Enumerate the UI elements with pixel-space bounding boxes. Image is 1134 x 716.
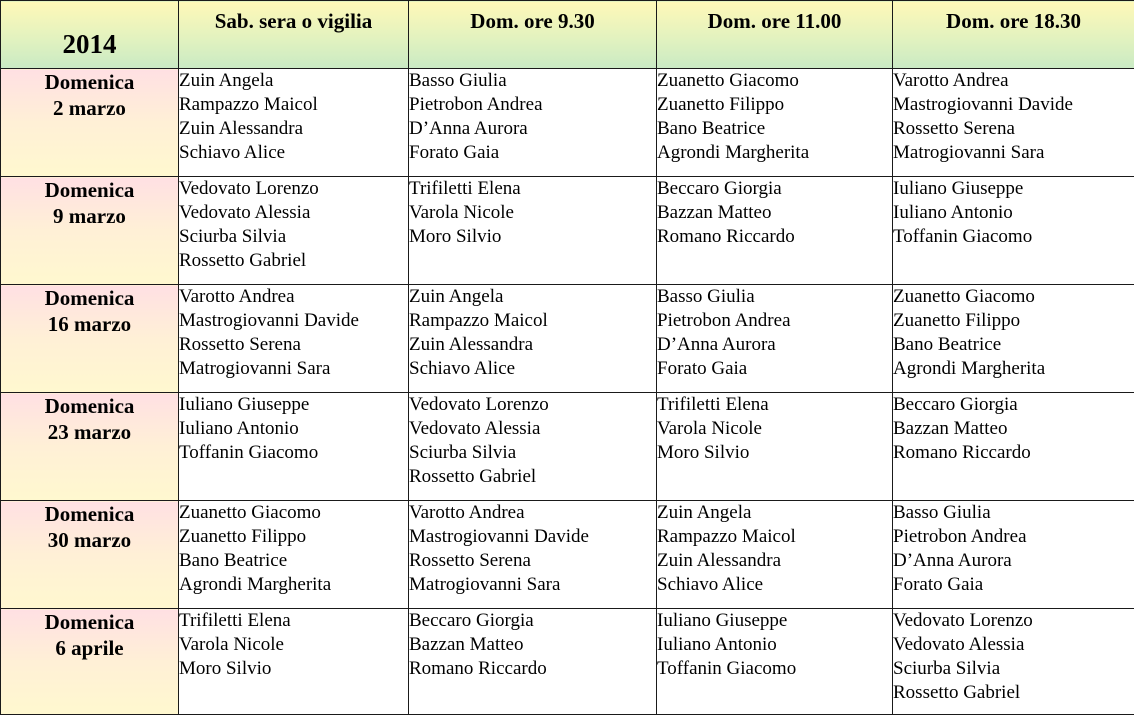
person-name: Romano Riccardo <box>893 442 1031 463</box>
date-label: 30 marzo <box>47 528 132 552</box>
names-cell-sunday-1100 <box>657 501 893 609</box>
date-cell <box>1 609 179 715</box>
day-label: Domenica <box>44 70 135 94</box>
person-name: Agrondi Margherita <box>179 574 332 595</box>
date-cell <box>1 501 179 609</box>
person-name: Moro Silvio <box>409 226 502 247</box>
names-cell-saturday-evening <box>179 69 409 177</box>
table-row <box>1 285 1134 393</box>
names-cell-sunday-0930 <box>409 177 657 285</box>
schedule-body <box>1 69 1134 715</box>
table-row <box>1 177 1134 285</box>
names-cell-sunday-1100 <box>657 285 893 393</box>
person-name: Mastrogiovanni Davide <box>893 94 1073 115</box>
person-name: Rampazzo Maicol <box>657 526 796 547</box>
person-name: Vedovato Alessia <box>893 634 1025 655</box>
date-label: 9 marzo <box>53 204 126 228</box>
person-name: Toffanin Giacomo <box>893 226 1033 247</box>
names-cell-sunday-1100 <box>657 177 893 285</box>
person-name: Bazzan Matteo <box>893 418 1008 439</box>
names-cell-saturday-evening <box>179 285 409 393</box>
names-cell-sunday-0930 <box>409 285 657 393</box>
person-name: Beccaro Giorgia <box>657 178 782 199</box>
date-label: 6 aprile <box>55 636 124 660</box>
person-name: Bano Beatrice <box>893 334 1002 355</box>
table-row <box>1 501 1134 609</box>
names-cell-sunday-1830 <box>893 501 1134 609</box>
person-name: Zuin Alessandra <box>409 334 534 355</box>
person-name: Varola Nicole <box>179 634 284 655</box>
person-name: Zuanetto Filippo <box>657 94 785 115</box>
person-name: Matrogiovanni Sara <box>893 142 1045 163</box>
person-name: Rampazzo Maicol <box>409 310 548 331</box>
column-header-sunday-1100: Dom. ore 11.00 <box>657 1 893 69</box>
person-name: Vedovato Lorenzo <box>179 178 319 199</box>
names-cell-sunday-1100 <box>657 609 893 715</box>
names-cell-sunday-1830 <box>893 285 1134 393</box>
person-name: Iuliano Antonio <box>179 418 299 439</box>
person-name: Forato Gaia <box>893 574 984 595</box>
person-name: Zuin Angela <box>409 286 504 307</box>
person-name: Forato Gaia <box>409 142 500 163</box>
person-name: Iuliano Antonio <box>893 202 1013 223</box>
person-name: Rossetto Serena <box>179 334 301 355</box>
person-name: Rossetto Gabriel <box>893 682 1021 703</box>
person-name: D’Anna Aurora <box>893 550 1012 571</box>
person-name: Pietrobon Andrea <box>409 94 543 115</box>
person-name: Vedovato Lorenzo <box>893 610 1033 631</box>
person-name: Iuliano Giuseppe <box>893 178 1024 199</box>
person-name: Basso Giulia <box>409 70 507 91</box>
person-name: Trifiletti Elena <box>179 610 291 631</box>
person-name: Zuanetto Giacomo <box>893 286 1035 307</box>
person-name: D’Anna Aurora <box>409 118 528 139</box>
names-cell-sunday-1830 <box>893 609 1134 715</box>
names-cell-saturday-evening <box>179 177 409 285</box>
day-label: Domenica <box>44 502 135 526</box>
person-name: Sciurba Silvia <box>179 226 287 247</box>
person-name: Varola Nicole <box>409 202 514 223</box>
date-label: 16 marzo <box>47 312 132 336</box>
person-name: Romano Riccardo <box>409 658 547 679</box>
person-name: Varotto Andrea <box>179 286 295 307</box>
person-name: Iuliano Giuseppe <box>657 610 788 631</box>
table-row <box>1 393 1134 501</box>
person-name: Zuin Angela <box>179 70 274 91</box>
person-name: Trifiletti Elena <box>657 394 769 415</box>
person-name: Pietrobon Andrea <box>893 526 1027 547</box>
person-name: Sciurba Silvia <box>409 442 517 463</box>
person-name: Zuanetto Filippo <box>179 526 307 547</box>
person-name: Rampazzo Maicol <box>179 94 318 115</box>
day-label: Domenica <box>44 178 135 202</box>
names-cell-sunday-1830 <box>893 393 1134 501</box>
person-name: Schiavo Alice <box>657 574 764 595</box>
names-cell-sunday-1830 <box>893 177 1134 285</box>
person-name: Agrondi Margherita <box>657 142 810 163</box>
person-name: Matrogiovanni Sara <box>179 358 331 379</box>
table-row <box>1 69 1134 177</box>
date-label: 2 marzo <box>53 96 126 120</box>
date-cell <box>1 69 179 177</box>
person-name: Vedovato Lorenzo <box>409 394 549 415</box>
person-name: Agrondi Margherita <box>893 358 1046 379</box>
person-name: Moro Silvio <box>657 442 750 463</box>
date-cell <box>1 177 179 285</box>
names-cell-saturday-evening <box>179 609 409 715</box>
person-name: Bano Beatrice <box>657 118 766 139</box>
person-name: Forato Gaia <box>657 358 748 379</box>
person-name: Bano Beatrice <box>179 550 288 571</box>
day-label: Domenica <box>44 286 135 310</box>
header-row <box>1 1 1134 69</box>
person-name: Beccaro Giorgia <box>893 394 1018 415</box>
column-header-sunday-0930: Dom. ore 9.30 <box>409 1 657 69</box>
person-name: Mastrogiovanni Davide <box>409 526 589 547</box>
names-cell-sunday-0930 <box>409 69 657 177</box>
names-cell-sunday-1100 <box>657 69 893 177</box>
person-name: Zuanetto Filippo <box>893 310 1021 331</box>
person-name: Moro Silvio <box>179 658 272 679</box>
person-name: Sciurba Silvia <box>893 658 1001 679</box>
person-name: Schiavo Alice <box>179 142 286 163</box>
person-name: Rossetto Serena <box>893 118 1015 139</box>
person-name: Zuin Alessandra <box>179 118 304 139</box>
person-name: Bazzan Matteo <box>657 202 772 223</box>
person-name: Zuanetto Giacomo <box>179 502 321 523</box>
person-name: Iuliano Antonio <box>657 634 777 655</box>
person-name: Beccaro Giorgia <box>409 610 534 631</box>
date-cell <box>1 285 179 393</box>
person-name: Matrogiovanni Sara <box>409 574 561 595</box>
table-row <box>1 609 1134 715</box>
day-label: Domenica <box>44 394 135 418</box>
person-name: Romano Riccardo <box>657 226 795 247</box>
date-label: 23 marzo <box>47 420 132 444</box>
person-name: Zuanetto Giacomo <box>657 70 799 91</box>
person-name: Mastrogiovanni Davide <box>179 310 359 331</box>
person-name: Bazzan Matteo <box>409 634 524 655</box>
person-name: Basso Giulia <box>893 502 991 523</box>
person-name: Vedovato Alessia <box>409 418 541 439</box>
column-header-saturday-evening: Sab. sera o vigilia <box>179 1 409 69</box>
names-cell-sunday-0930 <box>409 501 657 609</box>
names-cell-sunday-0930 <box>409 609 657 715</box>
person-name: Varotto Andrea <box>893 70 1009 91</box>
person-name: Varotto Andrea <box>409 502 525 523</box>
names-cell-saturday-evening <box>179 393 409 501</box>
person-name: Toffanin Giacomo <box>179 442 319 463</box>
names-cell-sunday-0930 <box>409 393 657 501</box>
names-cell-sunday-1100 <box>657 393 893 501</box>
date-cell <box>1 393 179 501</box>
person-name: Rossetto Gabriel <box>409 466 537 487</box>
person-name: Basso Giulia <box>657 286 755 307</box>
person-name: Rossetto Gabriel <box>179 250 307 271</box>
person-name: Zuin Angela <box>657 502 752 523</box>
year-header: 2014 <box>1 1 179 69</box>
person-name: Schiavo Alice <box>409 358 516 379</box>
person-name: Iuliano Giuseppe <box>179 394 310 415</box>
column-header-sunday-1830: Dom. ore 18.30 <box>893 1 1134 69</box>
names-cell-saturday-evening <box>179 501 409 609</box>
person-name: D’Anna Aurora <box>657 334 776 355</box>
person-name: Pietrobon Andrea <box>657 310 791 331</box>
names-cell-sunday-1830 <box>893 69 1134 177</box>
person-name: Trifiletti Elena <box>409 178 521 199</box>
person-name: Vedovato Alessia <box>179 202 311 223</box>
person-name: Rossetto Serena <box>409 550 531 571</box>
person-name: Zuin Alessandra <box>657 550 782 571</box>
person-name: Varola Nicole <box>657 418 762 439</box>
person-name: Toffanin Giacomo <box>657 658 797 679</box>
day-label: Domenica <box>44 610 135 634</box>
